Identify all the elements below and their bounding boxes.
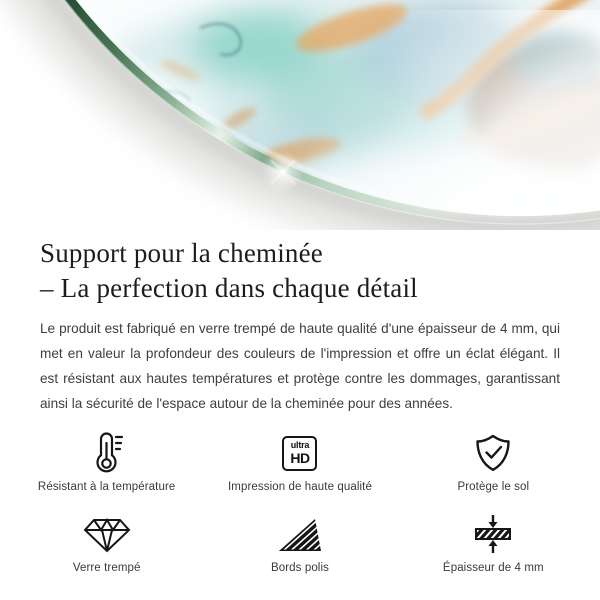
feature-label: Protège le sol [457, 481, 530, 493]
shield-check-icon [473, 432, 513, 474]
polished-edges-icon [276, 513, 324, 555]
ultra-hd-icon [282, 432, 317, 474]
feature-thickness [397, 513, 590, 574]
feature-label: Bords polis [270, 562, 329, 574]
thickness-icon [471, 513, 515, 555]
thermometer-icon [87, 432, 127, 474]
page-title-line1: Support pour la cheminée [40, 238, 323, 268]
glass-mat-illustration [0, 0, 600, 230]
ultra-hd-text-bottom: HD [290, 450, 310, 466]
feature-polished-edges [203, 513, 396, 574]
feature-label: Impression de haute qualité [227, 481, 372, 493]
feature-tempered-glass [10, 513, 203, 574]
feature-label: Résistant à la température [37, 481, 176, 493]
diamond-icon [83, 513, 131, 555]
ultra-hd-text-top: ultra [290, 440, 310, 450]
features-grid [10, 432, 590, 574]
feature-label: Verre trempé [72, 562, 141, 574]
page-title-line2: – La perfection dans chaque détail [40, 273, 418, 303]
feature-print-quality [203, 432, 396, 493]
feature-temperature [10, 432, 203, 493]
product-image [0, 0, 600, 230]
product-description: Le produit est fabriqué en verre trempé de haute qualité d'une épaisseur de 4 mm, qui met en valeur la profondeur des couleurs de l'impression et offre un éclat élégant. Il est résistant aux hautes températures et protège contre les dommages, garantissant ainsi la sécurité de l'espace autour de la cheminée pour des années. [40, 321, 560, 411]
feature-floor-protection [397, 432, 590, 493]
page-title [40, 236, 560, 306]
feature-label: Épaisseur de 4 mm [442, 562, 544, 574]
